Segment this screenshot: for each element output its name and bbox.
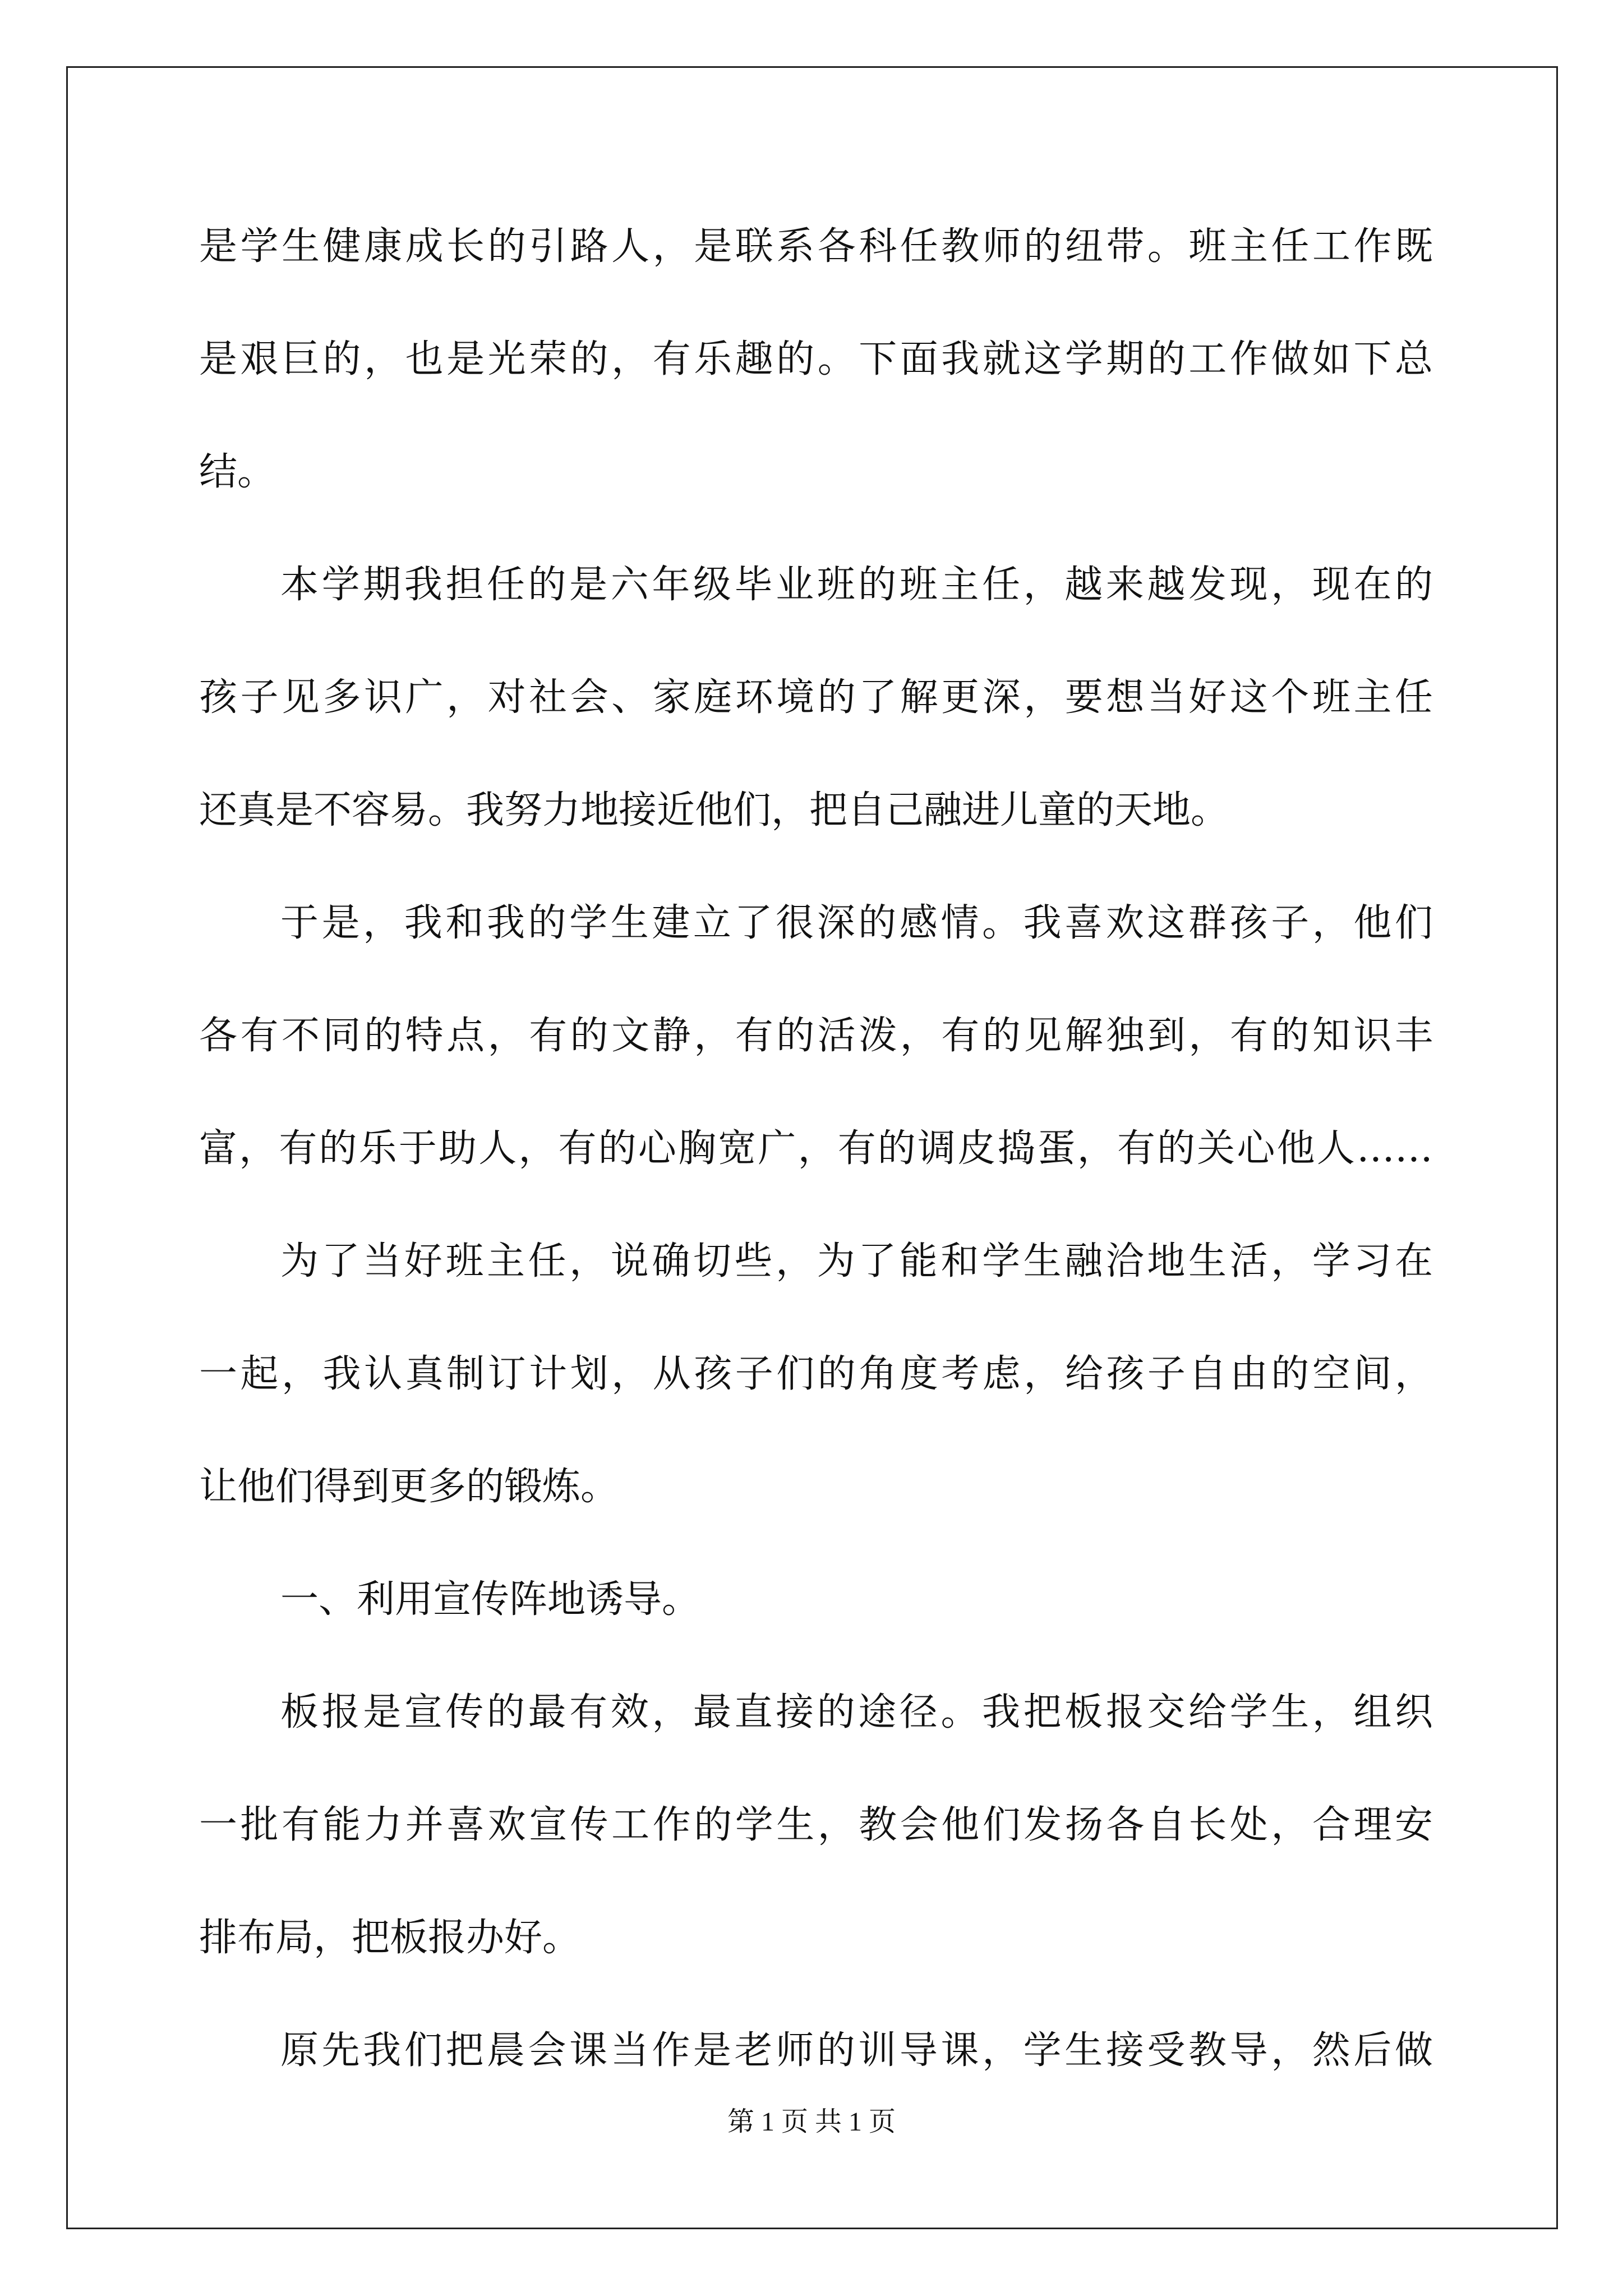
page-number-footer: 第 1 页 共 1 页 [727, 2107, 896, 2137]
text-line: 原先我们把晨会课当作是老师的训导课，学生接受教导，然后做 [280, 2028, 1433, 2073]
text-line: 富，有的乐于助人，有的心胸宽广，有的调皮捣蛋，有的关心他人…… [199, 1126, 1433, 1171]
text-line: 于是，我和我的学生建立了很深的感情。我喜欢这群孩子，他们 [280, 901, 1433, 945]
text-line: 一起，我认真制订计划，从孩子们的角度考虑，给孩子自由的空间， [199, 1352, 1433, 1396]
text-line: 是艰巨的，也是光荣的，有乐趣的。下面我就这学期的工作做如下总 [199, 337, 1433, 381]
text-line: 排布局，把板报办好。 [199, 1916, 581, 1960]
text-line: 各有不同的特点，有的文静，有的活泼，有的见解独到，有的知识丰 [199, 1014, 1433, 1058]
text-line: 还真是不容易。我努力地接近他们，把自己融进儿童的天地。 [199, 788, 1229, 832]
text-line: 一批有能力并喜欢宣传工作的学生，教会他们发扬各自长处，合理安 [199, 1803, 1433, 1847]
text-line: 孩子见多识广，对社会、家庭环境的了解更深，要想当好这个班主任 [199, 675, 1433, 720]
text-line: 结。 [199, 450, 276, 494]
text-line: 板报是宣传的最有效，最直接的途径。我把板报交给学生，组织 [280, 1690, 1433, 1734]
text-line: 是学生健康成长的引路人，是联系各科任教师的纽带。班主任工作既 [199, 224, 1433, 269]
text-line: 本学期我担任的是六年级毕业班的班主任，越来越发现，现在的 [280, 563, 1433, 607]
text-line: 让他们得到更多的锻炼。 [199, 1465, 619, 1509]
section-heading: 一、利用宣传阵地诱导。 [280, 1577, 700, 1622]
text-line: 为了当好班主任，说确切些，为了能和学生融洽地生活，学习在 [280, 1239, 1433, 1283]
